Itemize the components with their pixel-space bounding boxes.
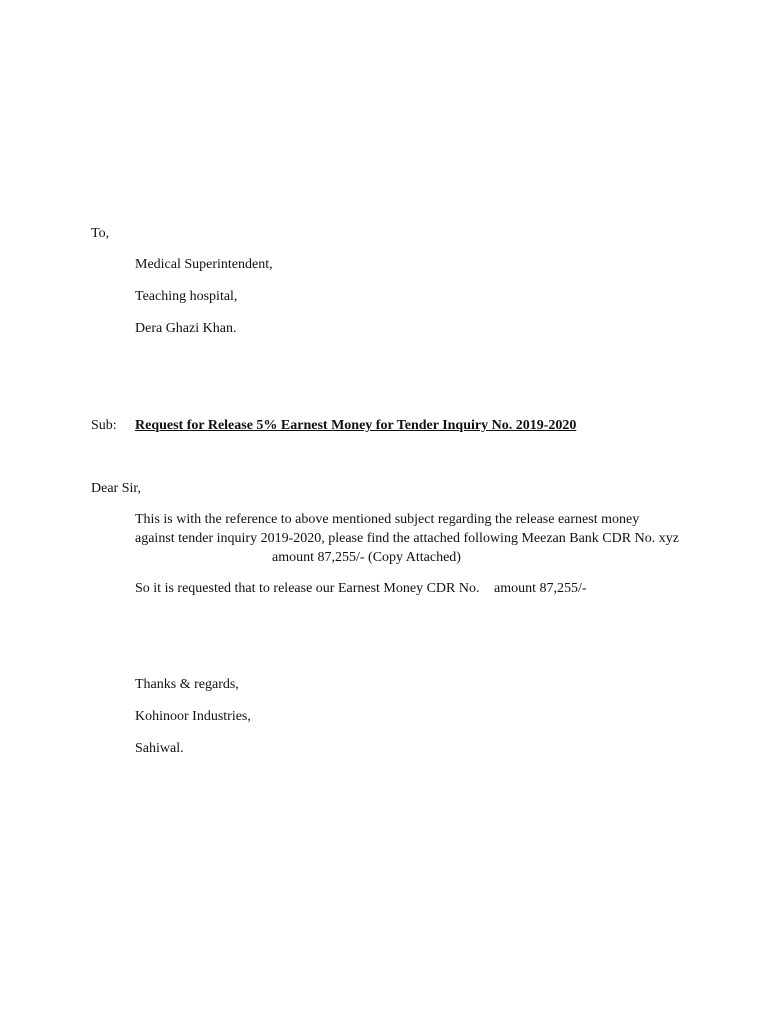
greeting: Dear Sir, (91, 481, 141, 496)
body-paragraph-2-amount: amount 87,255/- (494, 581, 587, 596)
recipient-title: Medical Superintendent, (135, 257, 273, 272)
salutation-to: To, (91, 226, 110, 241)
recipient-organization: Teaching hospital, (135, 289, 238, 304)
body-paragraph-2-request: So it is requested that to release our Earnest Money CDR No. (135, 581, 480, 596)
subject-title: Request for Release 5% Earnest Money for Tender Inquiry No. 2019-2020 (135, 418, 577, 433)
closing-regards: Thanks & regards, (135, 677, 239, 692)
body-paragraph-1-line-3: amount 87,255/- (Copy Attached) (272, 550, 461, 565)
body-paragraph-1-line-1: This is with the reference to above mentioned subject regarding the release earnest money (135, 512, 640, 527)
sender-city: Sahiwal. (135, 741, 184, 756)
subject-label: Sub: (91, 418, 117, 433)
sender-company: Kohinoor Industries, (135, 709, 251, 724)
body-paragraph-1-line-2: against tender inquiry 2019-2020, please find the attached following Meezan Bank CDR No. xyz (135, 531, 679, 546)
recipient-city: Dera Ghazi Khan. (135, 321, 237, 336)
